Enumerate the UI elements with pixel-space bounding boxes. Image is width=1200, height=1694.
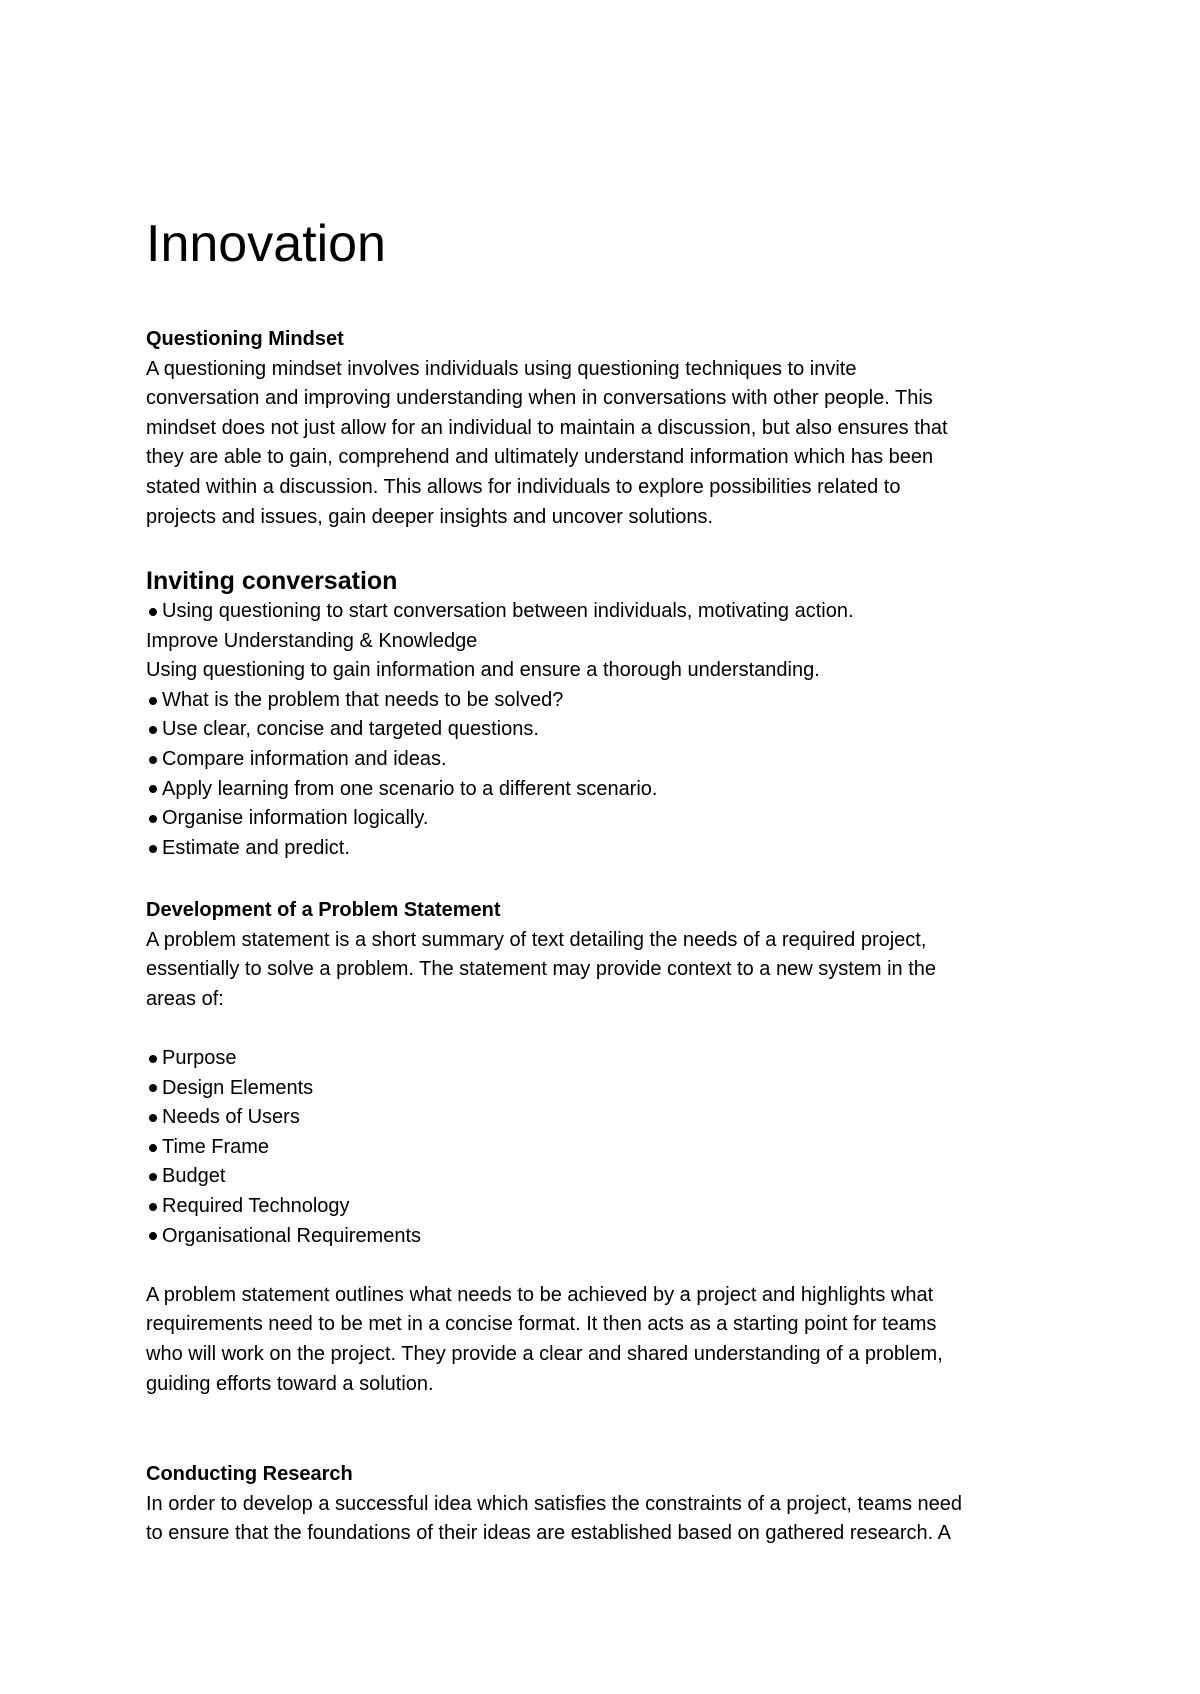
- bullet-icon: [149, 697, 157, 705]
- list-item-text: What is the problem that needs to be solved?: [162, 688, 564, 711]
- paragraph-line: In order to develop a successful idea which satisfies the constraints of a project, teams need: [146, 1492, 962, 1515]
- inviting-conversation-heading: Inviting conversation: [146, 567, 398, 595]
- paragraph-line: guiding efforts toward a solution.: [146, 1372, 434, 1395]
- problem-statement-heading: Development of a Problem Statement: [146, 899, 501, 921]
- bullet-icon: [149, 815, 157, 823]
- inviting-conversation-section: [146, 565, 1076, 863]
- paragraph-line: stated within a discussion. This allows for individuals to explore possibilities related to: [146, 475, 901, 498]
- list-item-text: Time Frame: [162, 1135, 270, 1158]
- list-item-text: Purpose: [162, 1046, 237, 1069]
- paragraph-line: projects and issues, gain deeper insights and uncover solutions.: [146, 505, 714, 528]
- list-item: [146, 715, 1076, 745]
- bullet-icon: [149, 726, 157, 734]
- list-item-text: Design Elements: [162, 1076, 314, 1099]
- list-item: [146, 1222, 1076, 1252]
- list-item-text: Organise information logically.: [162, 807, 429, 830]
- questioning-mindset-section: [146, 325, 1076, 532]
- list-item: [146, 1044, 1076, 1074]
- conducting-research-heading: Conducting Research: [146, 1463, 353, 1485]
- list-item: [146, 834, 1076, 864]
- list-item: [146, 1103, 1076, 1133]
- blank-line: [146, 1251, 1076, 1281]
- bullet-icon: [149, 1232, 157, 1240]
- paragraph-line: requirements need to be met in a concise format. It then acts as a starting point for teams: [146, 1313, 937, 1336]
- bullet-icon: [149, 1203, 157, 1211]
- paragraph-line: Using questioning to gain information and ensure a thorough understanding.: [146, 659, 820, 682]
- bullet-icon: [149, 1173, 157, 1181]
- list-item: [146, 1162, 1076, 1192]
- list-item-text: Apply learning from one scenario to a different scenario.: [162, 777, 658, 800]
- list-item: [146, 775, 1076, 805]
- list-item: [146, 1192, 1076, 1222]
- bullet-icon: [149, 1055, 157, 1063]
- problem-statement-section: [146, 896, 1076, 1399]
- bullet-icon: [149, 1084, 157, 1092]
- list-item-text: Compare information and ideas.: [162, 747, 447, 770]
- list-item-text: Estimate and predict.: [162, 836, 350, 859]
- list-item: [146, 804, 1076, 834]
- blank-line: [146, 1014, 1076, 1044]
- paragraph-line: A questioning mindset involves individuals using questioning techniques to invite: [146, 357, 857, 380]
- paragraph-line: conversation and improving understanding when in conversations with other people. This: [146, 387, 933, 410]
- bullet-icon: [149, 756, 157, 764]
- list-item-text: Use clear, concise and targeted questions.: [162, 718, 539, 741]
- paragraph-line: A problem statement outlines what needs to be achieved by a project and highlights what: [146, 1283, 934, 1306]
- list-item-text: Required Technology: [162, 1194, 350, 1217]
- paragraph-line: they are able to gain, comprehend and ultimately understand information which has been: [146, 446, 934, 469]
- questioning-mindset-heading: Questioning Mindset: [146, 328, 344, 350]
- bullet-icon: [149, 845, 157, 853]
- document-title: Innovation: [146, 215, 386, 273]
- improve-understanding-subheading: Improve Understanding & Knowledge: [146, 629, 478, 652]
- paragraph-line: who will work on the project. They provide a clear and shared understanding of a problem,: [146, 1342, 943, 1365]
- paragraph-line: essentially to solve a problem. The statement may provide context to a new system in the: [146, 958, 937, 981]
- list-item-text: Using questioning to start conversation between individuals, motivating action.: [162, 600, 854, 622]
- paragraph-line: mindset does not just allow for an individual to maintain a discussion, but also ensures that: [146, 416, 948, 439]
- conducting-research-section: [146, 1460, 1076, 1549]
- list-item: [146, 597, 1076, 627]
- list-item-text: Needs of Users: [162, 1106, 300, 1129]
- paragraph-line: to ensure that the foundations of their ideas are established based on gathered research. A: [146, 1522, 951, 1545]
- list-item: [146, 686, 1076, 716]
- list-item: [146, 745, 1076, 775]
- bullet-icon: [149, 1144, 157, 1152]
- list-item-text: Organisational Requirements: [162, 1224, 422, 1247]
- bullet-icon: [149, 1114, 157, 1122]
- paragraph-line: areas of:: [146, 987, 224, 1010]
- paragraph-line: A problem statement is a short summary of text detailing the needs of a required project,: [146, 928, 927, 951]
- list-item: [146, 1074, 1076, 1104]
- list-item-text: Budget: [162, 1165, 226, 1188]
- bullet-icon: [149, 785, 157, 793]
- bullet-icon: [149, 608, 157, 616]
- list-item: [146, 1133, 1076, 1163]
